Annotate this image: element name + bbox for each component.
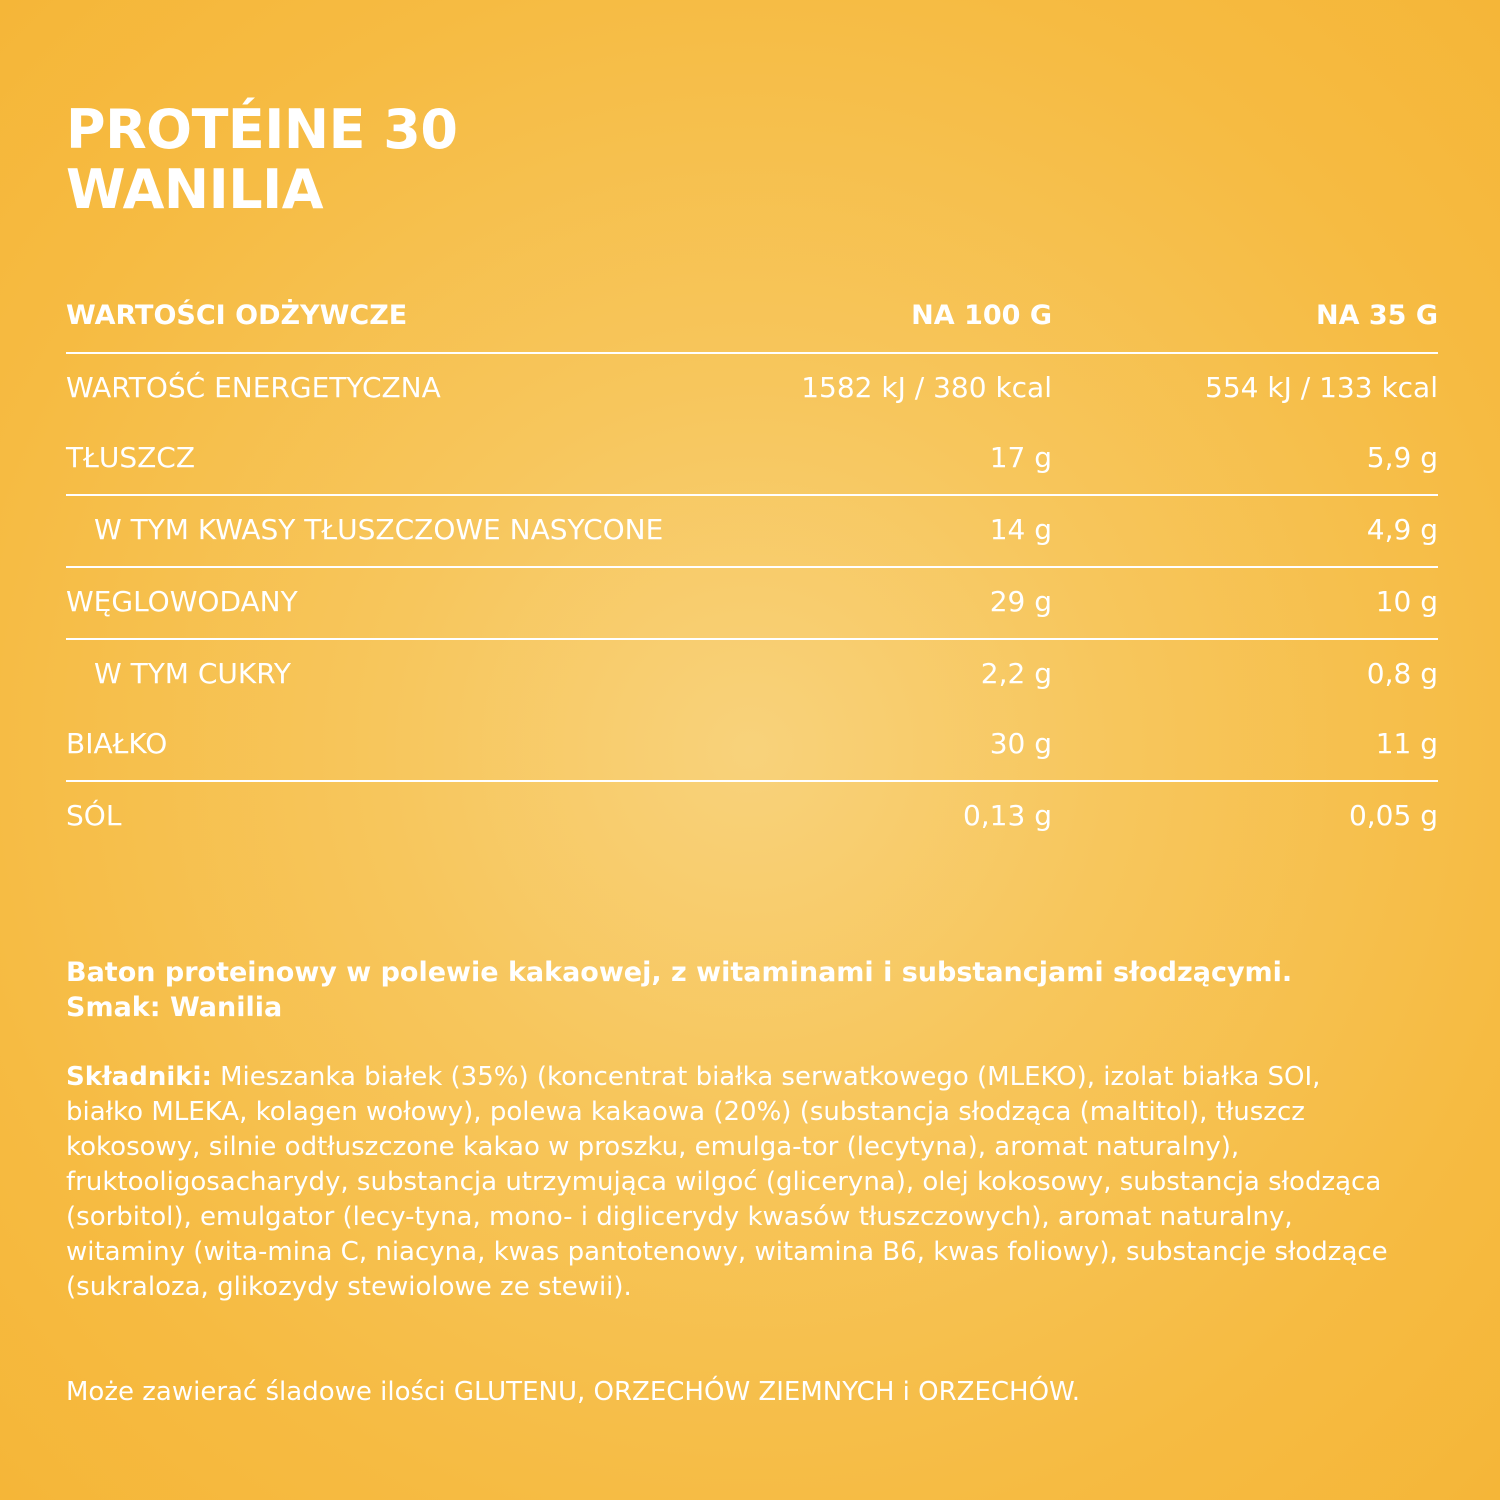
row-label: SÓL <box>66 799 122 832</box>
row-label: WARTOŚĆ ENERGETYCZNA <box>66 371 441 404</box>
nutrition-row-energy <box>66 354 1438 424</box>
ingredients-label: Składniki: <box>66 1062 212 1092</box>
row-label: W TYM CUKRY <box>94 657 292 690</box>
description-line: Baton proteinowy w polewie kakaowej, z witaminami i substancjami słodzącymi. <box>66 957 1293 988</box>
row-label: W TYM KWASY TŁUSZCZOWE NASYCONE <box>94 513 664 546</box>
nutrition-row-protein <box>66 710 1438 782</box>
nutrition-row-saturated-fat <box>66 496 1438 568</box>
row-per35: 4,9 g <box>1366 513 1438 546</box>
row-per35: 5,9 g <box>1366 441 1438 474</box>
nutrition-row-salt <box>66 782 1438 852</box>
row-per35: 10 g <box>1375 585 1438 618</box>
product-title-line2: WANILIA <box>66 158 324 221</box>
header-per100: NA 100 G <box>911 300 1052 331</box>
nutrition-header-row <box>66 282 1438 354</box>
row-per35: 554 kJ / 133 kcal <box>1205 371 1438 404</box>
nutrition-row-fat <box>66 424 1438 496</box>
row-per100: 2,2 g <box>980 657 1052 690</box>
nutrition-row-carbohydrates <box>66 568 1438 640</box>
row-per35: 0,8 g <box>1366 657 1438 690</box>
row-per100: 14 g <box>989 513 1052 546</box>
row-per35: 0,05 g <box>1348 799 1438 832</box>
row-label: WĘGLOWODANY <box>66 585 298 618</box>
flavor-line: Smak: Wanilia <box>66 992 283 1023</box>
row-per100: 30 g <box>989 727 1052 760</box>
row-label: TŁUSZCZ <box>66 441 196 474</box>
row-per100: 1582 kJ / 380 kcal <box>801 371 1052 404</box>
nutrition-row-sugars <box>66 640 1438 710</box>
row-label: BIAŁKO <box>66 727 168 760</box>
row-per100: 17 g <box>989 441 1052 474</box>
ingredients-paragraph <box>66 1060 1396 1305</box>
ingredients-text: Mieszanka białek (35%) (koncentrat białka serwatkowego (MLEKO), izolat białka SOI, białko MLEKA, kolagen wołowy), polewa kakaowa (20%) (substancja słodząca (maltitol), tłuszcz kokosowy, silnie odtłuszczone kakao w proszku, emulga-tor (lecytyna), aromat naturalny), fruktooligosacharydy, substancja utrzymująca wilgoć (gliceryna), olej kokosowy, substancja słodząca (sorbitol), emulgator (lecy-tyna, mono- i diglicerydy kwasów tłuszczowych), aromat naturalny, witaminy (wita-mina C, niacyna, kwas pantotenowy, witamina B6, kwas foliowy), substancje słodzące (sukraloza, glikozydy stewiolowe ze stewii). <box>66 1062 1388 1302</box>
header-per35: NA 35 G <box>1315 300 1438 331</box>
row-per35: 11 g <box>1375 727 1438 760</box>
header-label: WARTOŚCI ODŻYWCZE <box>66 300 408 331</box>
row-per100: 29 g <box>989 585 1052 618</box>
allergen-warning: Może zawierać śladowe ilości GLUTENU, ORZECHÓW ZIEMNYCH i ORZECHÓW. <box>66 1377 1081 1407</box>
product-description <box>66 955 1446 1025</box>
product-title <box>66 100 457 220</box>
nutrition-table <box>66 282 1438 852</box>
product-title-line1: PROTÉINE 30 <box>66 98 458 161</box>
row-per100: 0,13 g <box>962 799 1052 832</box>
